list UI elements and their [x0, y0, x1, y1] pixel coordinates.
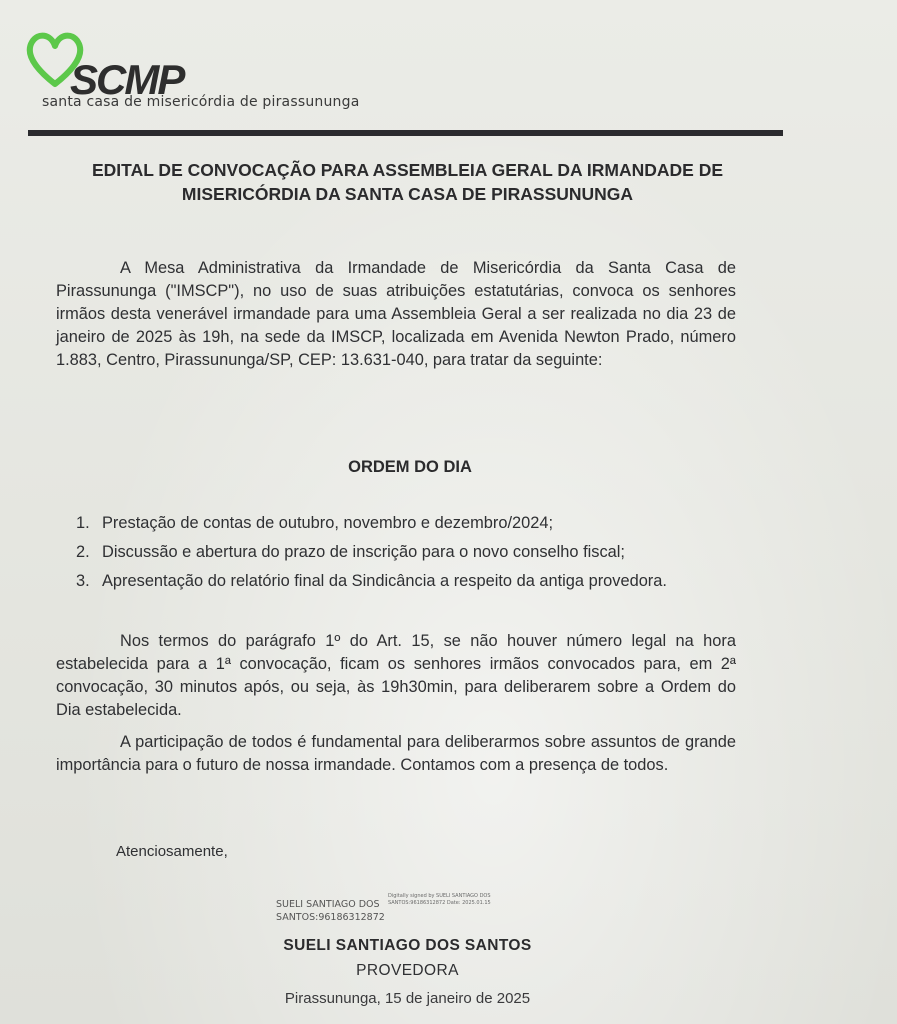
scmp-logo: [22, 28, 402, 118]
digital-signature-note: Digitally signed by SUELI SANTIAGO DOS SANTOS:96186312872 Date: 2025.01.15: [388, 893, 491, 906]
agenda-item-text: Discussão e abertura do prazo de inscrição para o novo conselho fiscal;: [102, 543, 625, 561]
agenda-item-number: 3.: [76, 572, 90, 590]
intro-paragraph: A Mesa Administrativa da Irmandade de Misericórdia da Santa Casa de Pirassununga ("IMSCP"), no uso de suas atribuições estatutárias, convoca os senhores irmãos desta venerável irmandade para uma Assembleia Geral a ser realizada no dia 23 de janeiro de 2025 às 19h, na sede da IMSCP, localizada em Avenida Newton Prado, número 1.883, Centro, Pirassununga/SP, CEP: 13.631-040, para tratar da seguinte:: [56, 259, 736, 369]
agenda-item: [76, 509, 776, 538]
digital-signature-line-1: SUELI SANTIAGO DOS: [276, 899, 380, 910]
agenda-list: [76, 509, 776, 596]
participation-paragraph: A participação de todos é fundamental para deliberarmos sobre assuntos de grande importância para o futuro de nossa irmandade. Contamos com a presença de todos.: [56, 733, 736, 774]
second-call-paragraph: Nos termos do parágrafo 1º do Art. 15, se não houver número legal na hora estabelecida para a 1ª convocação, ficam os senhores irmãos convocados para, em 2ª convocação, 30 minutos após, ou seja, às 19h30min, para deliberarem sobre a Ordem do Dia estabelecida.: [56, 632, 736, 719]
signer-role: PROVEDORA: [356, 962, 459, 979]
digital-signature-name: [276, 898, 385, 924]
place-date: Pirassununga, 15 de janeiro de 2025: [284, 990, 531, 1007]
agenda-title: ORDEM DO DIA: [348, 458, 472, 476]
agenda-item: [76, 538, 776, 567]
title-line-2: MISERICÓRDIA DA SANTA CASA DE PIRASSUNUNGA: [181, 184, 634, 204]
digital-signature-line-2: SANTOS:96186312872: [276, 912, 385, 923]
signer-name: SUELI SANTIAGO DOS SANTOS: [283, 937, 532, 954]
document-title: [40, 158, 775, 206]
agenda-item-text: Apresentação do relatório final da Sindicância a respeito da antiga provedora.: [102, 572, 667, 590]
agenda-item-number: 1.: [76, 514, 90, 532]
agenda-item-text: Prestação de contas de outubro, novembro e dezembro/2024;: [102, 514, 554, 532]
title-line-1: EDITAL DE CONVOCAÇÃO PARA ASSEMBLEIA GERAL DA IRMANDADE DE: [92, 160, 723, 180]
agenda-item: [76, 567, 776, 596]
header-divider: [28, 130, 783, 136]
logo-subtitle: santa casa de misericórdia de pirassununga: [42, 94, 360, 110]
closing-text: Atenciosamente,: [116, 843, 228, 860]
agenda-item-number: 2.: [76, 543, 90, 561]
logo-wordmark: SCMP: [70, 56, 184, 103]
